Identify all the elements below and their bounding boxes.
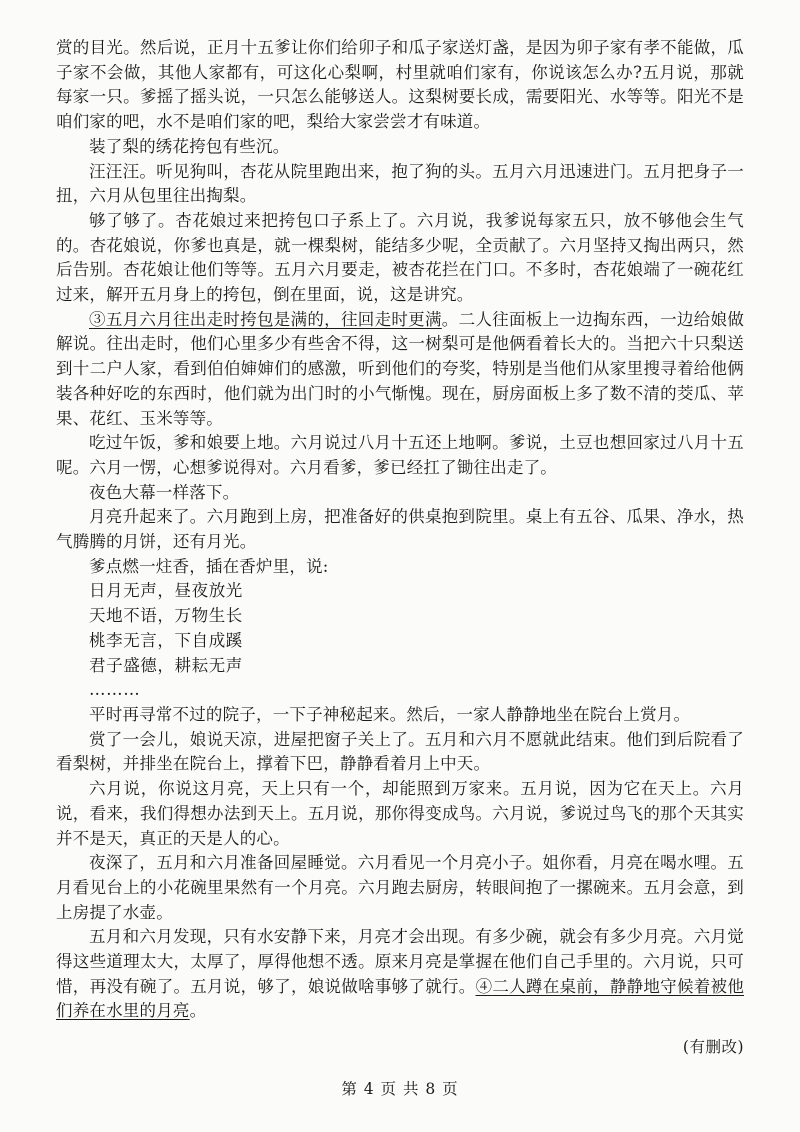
paragraph-13: 夜深了，五月和六月准备回屋睡觉。六月看见一个月亮小子。姐你看，月亮在喝水哩。五月看见台上的小花碗里果然有一个月亮。六月跑去厨房，转眼间抱了一摞碗来。五月会意，到上房提了水壶。	[56, 853, 744, 922]
paragraph-1: 赏的目光。然后说，正月十五爹让你们给卯子和瓜子家送灯盏，是因为卯子家有孝不能做，瓜子家不会做，其他人家都有，可这化心梨啊，村里就咱们家有，你说该怎么办?五月说，那就每家一只。爹摇了摇头说，一只怎么能够送人。这梨树要长成，需要阳光、水等等。阳光不是咱们家的吧，水不是咱们家的吧，梨给大家尝尝才有味道。	[56, 38, 744, 132]
paragraph-12: 六月说，你说这月亮，天上只有一个，却能照到万家来。五月说，因为它在天上。六月说，看来，我们得想办法到天上。五月说，那你得变成鸟。六月说，爹说过鸟飞的那个天其实并不是天，真正的天是人的心。	[56, 779, 744, 848]
verse-line-3: 桃李无言，下自成蹊	[89, 630, 243, 650]
question-marker-3: ③	[89, 309, 106, 329]
verse-line-1: 日月无声，昼夜放光	[89, 581, 243, 601]
paragraph-marked-3-rest: 。二人往面板上一边掏东西，一边给娘做解说。往出走时，他们心里多少有些舍不得，这一树梨可是他俩看着长大的。当把六十只梨送到十二户人家，看到伯伯婶婶们的感激，听到他们的夸奖，特别是当他们从家里搜寻着给他俩装各种好吃的东西时，他们就为出门时的小气惭愧。现在，厨房面板上多了数不清的茭瓜、苹果、花红、玉米等等。	[56, 309, 745, 428]
paragraph-marked-4	[56, 925, 744, 1024]
paragraph-7: 夜色大幕一样落下。	[89, 482, 240, 502]
paragraph-2: 装了梨的绣花挎包有些沉。	[89, 136, 290, 156]
verse-line-4: 君子盛德，耕耘无声	[89, 655, 243, 675]
paragraph-10: 平时再寻常不过的院子，一下子神秘起来。然后，一家人静静地坐在院台上赏月。	[89, 704, 691, 724]
paragraph-9: 爹点燃一炷香，插在香炉里，说:	[89, 556, 329, 576]
paragraph-11: 赏了一会儿，娘说天凉，进屋把窗子关上了。五月和六月不愿就此结束。他们到后院看了看梨树，并排坐在院台上，撑着下巴，静静看着月上中天。	[56, 729, 744, 774]
paragraph-3: 汪汪汪。听见狗叫，杏花从院里跑出来，抱了狗的头。五月六月迅速进门。五月把身子一扭，六月从包里往出掏梨。	[56, 161, 744, 206]
abridged-note: (有删改)	[682, 1038, 744, 1056]
question-marker-4: ④	[475, 976, 493, 996]
paragraph-4: 够了够了。杏花娘过来把挎包口子系上了。六月说，我爹说每家五只，放不够他会生气的。杏花娘说，你爹也真是，就一棵梨树，能结多少呢，全贡献了。六月坚持又掏出两只，然后告别。杏花娘让他们等等。五月六月要走，被杏花拦在门口。不多时，杏花娘端了一碗花红过来，解开五月身上的挎包，倒在里面，说，这是讲究。	[56, 210, 744, 305]
paragraph-8: 月亮升起来了。六月跑到上房，把准备好的供桌抱到院里。桌上有五谷、瓜果、净水，热气腾腾的月饼，还有月光。	[56, 507, 744, 552]
article-body	[56, 36, 744, 1024]
paragraph-6: 吃过午饭，爹和娘要上地。六月说过八月十五还上地啊。爹说，土豆也想回家过八月十五呢。六月一愣，心想爹说得对。六月看爹，爹已经扛了锄往出走了。	[56, 433, 744, 477]
underlined-sentence-4: 二人蹲在桌前，静静地守候着被他们养在水里的月亮	[56, 976, 745, 1021]
page-number: 第 4 页 共 8 页	[341, 1080, 459, 1098]
verse-ellipsis: ………	[89, 680, 141, 700]
paragraph-marked-3	[56, 308, 744, 432]
underlined-sentence-3: 五月六月往出走时挎包是满的，往回走时更满	[105, 309, 442, 329]
paragraph-marked-4-end: 。	[189, 1001, 207, 1021]
verse-line-2: 天地不语，万物生长	[89, 606, 243, 626]
paragraph-marked-4-text: 五月和六月发现，只有水安静下来，月亮才会出现。有多少碗，就会有多少月亮。六月觉得这些道理太大，太厚了，厚得他想不透。原来月亮是掌握在他们自己手里的。六月说，只可惜，再没有碗了。五月说，够了，娘说做啥事够了就行。	[56, 927, 744, 996]
